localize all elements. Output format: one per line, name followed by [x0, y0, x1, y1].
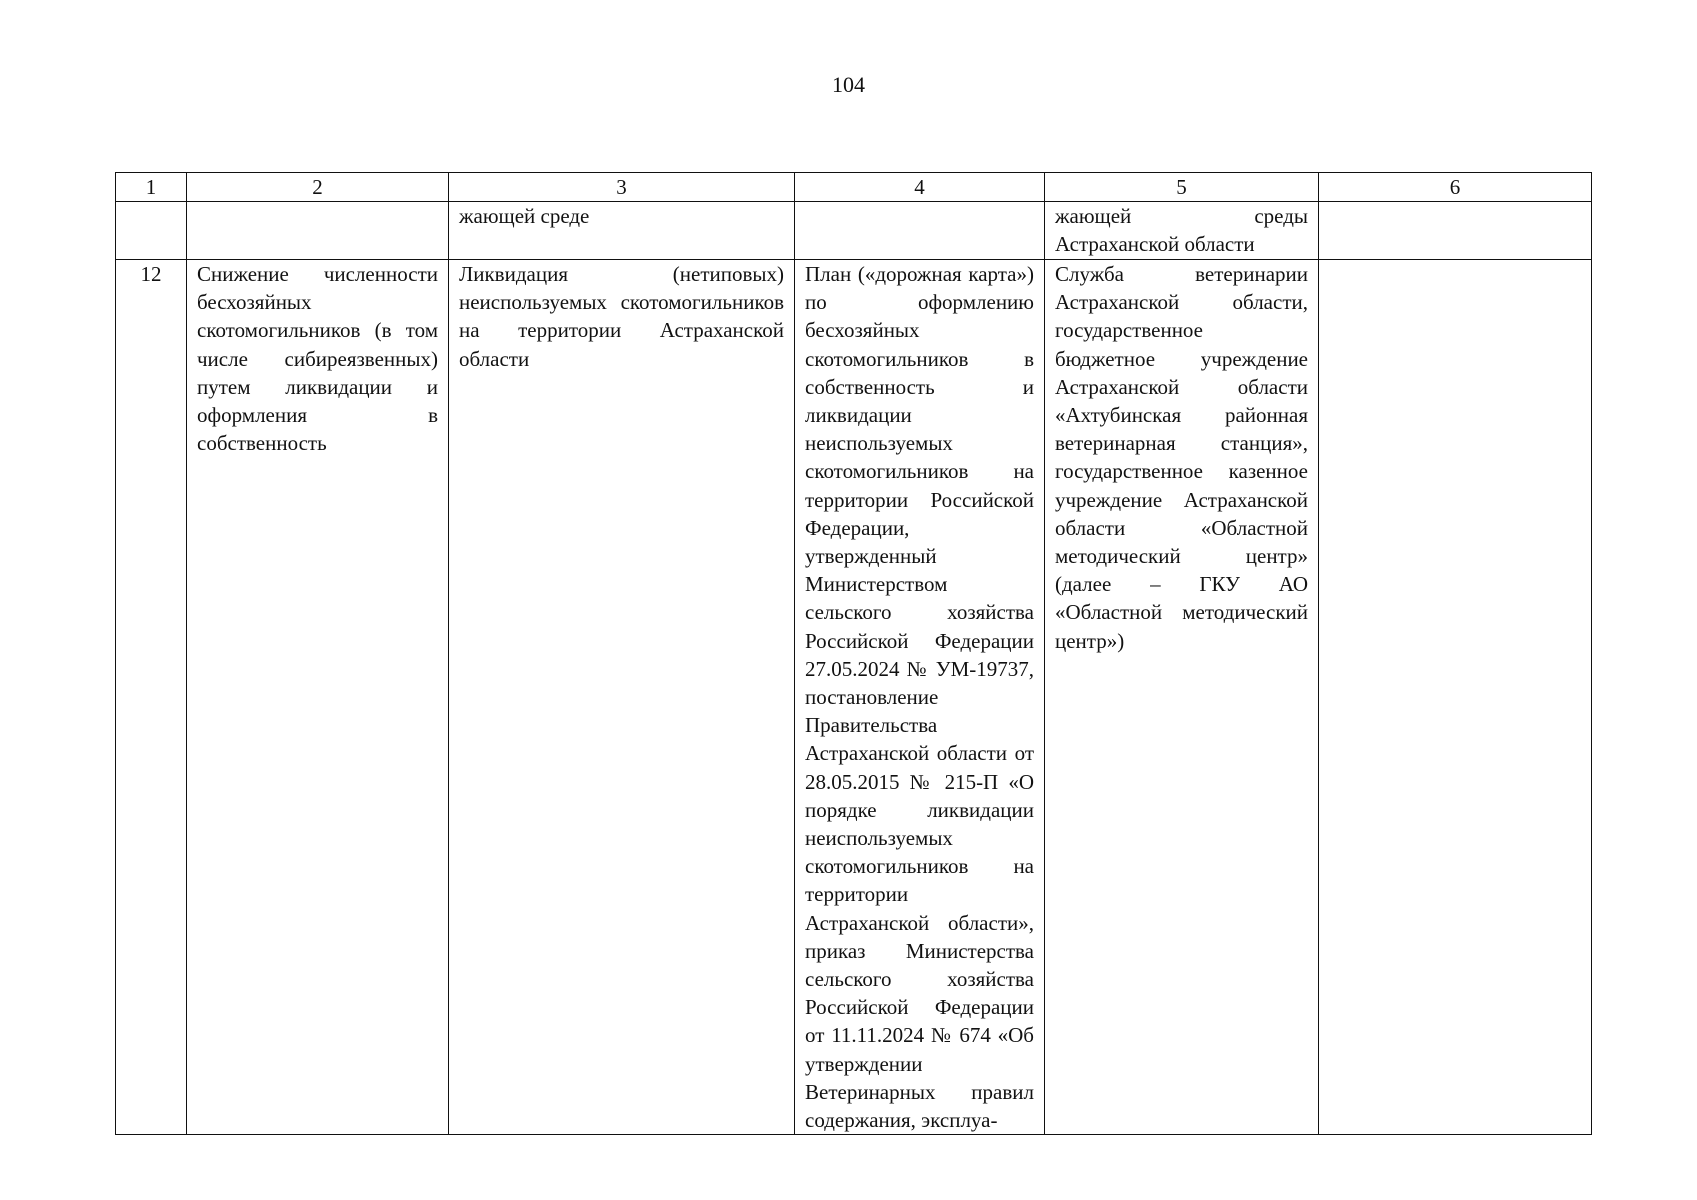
column-header-6: 6 [1319, 173, 1592, 202]
empty-cell [1319, 260, 1592, 1135]
column-header-1: 1 [116, 173, 187, 202]
row-number: 12 [116, 260, 187, 1135]
measure-cell: Ликвидация (нетиповых) неиспользуемых скотомогильников на территории Астраханской области [449, 260, 795, 1135]
cell-task [187, 202, 449, 260]
column-header-5: 5 [1045, 173, 1319, 202]
column-header-2: 2 [187, 173, 449, 202]
page-number: 104 [832, 72, 865, 97]
column-header-row [116, 173, 1592, 202]
cell-col6 [1319, 202, 1592, 260]
column-header-3: 3 [449, 173, 795, 202]
measures-table [115, 172, 1592, 1135]
cell-basis [795, 202, 1045, 260]
cell-num [116, 202, 187, 260]
table-row [116, 260, 1592, 1135]
column-header-4: 4 [795, 173, 1045, 202]
basis-cell: План («дорожная карта») по оформлению бесхозяйных скотомогильников в собственность и ликвидации неиспользуемых скотомогильников на территории Российской Федерации, утвержденный Министерством сельского хозяйства Российской Федерации 27.05.2024 № УМ-19737, постановление Правительства Астраханской области от 28.05.2015 № 215-П «О порядке ликвидации неиспользуемых скотомогильников на территории Астраханской области», приказ Министерства сельского хозяйства Российской Федерации от 11.11.2024 № 674 «Об утверждении Ветеринарных правил содержания, эксплуа- [795, 260, 1045, 1135]
executor-cell: Служба ветеринарии Астраханской области, государственное бюджетное учреждение Астраханской области «Ахтубинская районная ветеринарная станция», государственное казенное учреждение Астраханской области «Областной методический центр» (далее – ГКУ АО «Областной методический центр») [1045, 260, 1319, 1135]
task-cell: Снижение численности бесхозяйных скотомогильников (в том числе сибиреязвенных) путем ликвидации и оформления в собственность [187, 260, 449, 1135]
cell-executor: жающей среды Астраханской области [1045, 202, 1319, 260]
cell-measure: жающей среде [449, 202, 795, 260]
continuation-row [116, 202, 1592, 260]
